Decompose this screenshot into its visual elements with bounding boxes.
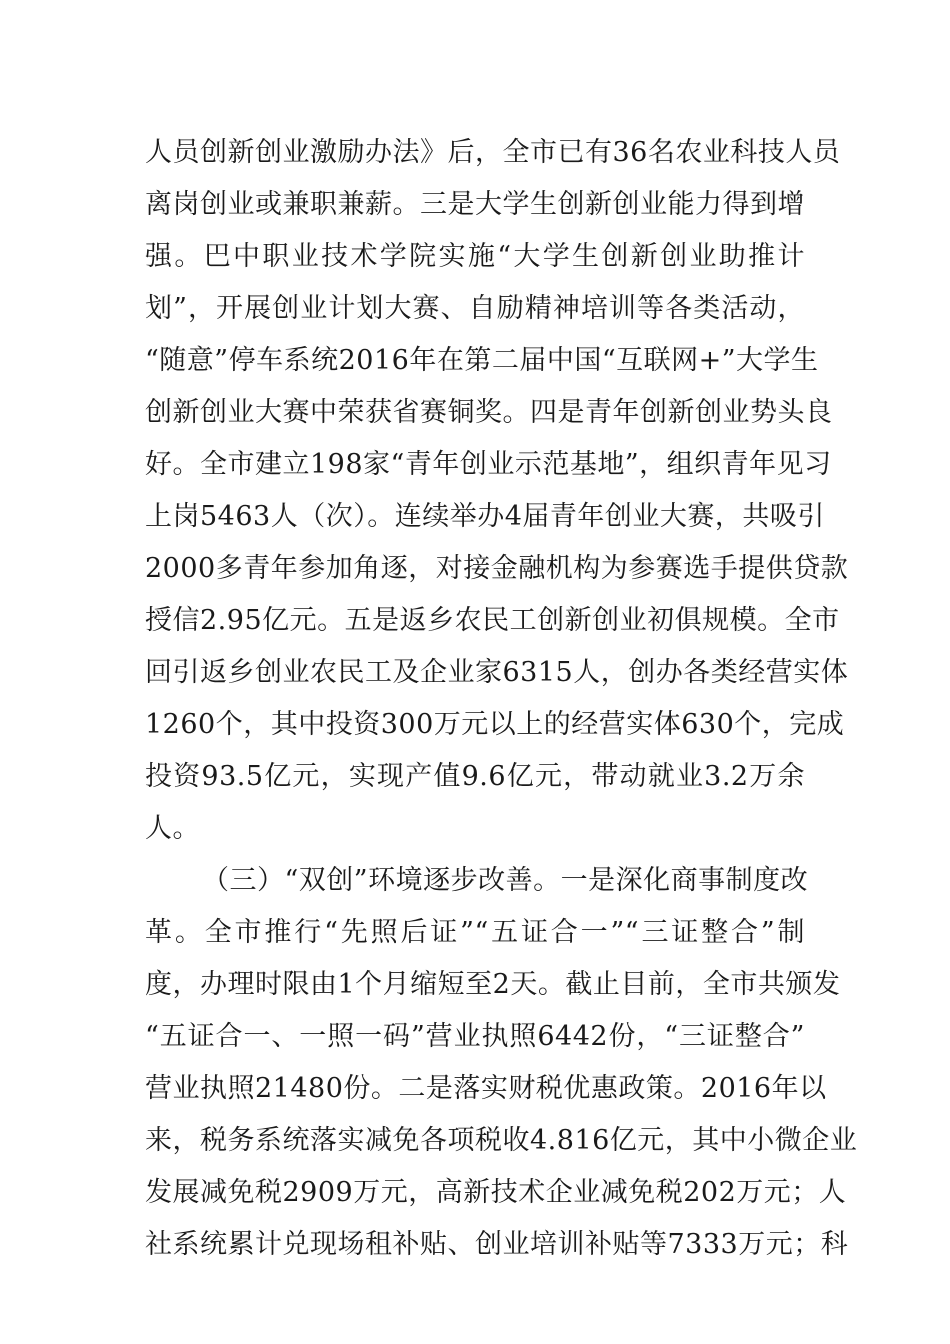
- body-text-line: 创新创业大赛中荣获省赛铜奖。四是青年创新创业势头良: [145, 397, 833, 428]
- body-text-line: 社系统累计兑现场租补贴、创业培训补贴等7333万元；科: [145, 1229, 849, 1260]
- body-text-line: 革。全市推行“先照后证”“五证合一”“三证整合”制: [145, 917, 805, 948]
- body-text-line: 划”，开展创业计划大赛、自励精神培训等各类活动，: [145, 293, 805, 324]
- body-text-line: 发展减免税2909万元，高新技术企业减免税202万元；人: [145, 1177, 847, 1208]
- body-text-line: 离岗创业或兼职兼薪。三是大学生创新创业能力得到增: [145, 189, 805, 220]
- body-text-line: “随意”停车系统2016年在第二届中国“互联网+”大学生: [145, 345, 819, 376]
- body-text-line: 好。全市建立198家“青年创业示范基地”，组织青年见习: [145, 449, 832, 480]
- body-text-line: 人员创新创业激励办法》后，全市已有36名农业科技人员: [145, 137, 841, 168]
- body-text-line: “五证合一、一照一码”营业执照6442份，“三证整合”: [145, 1021, 805, 1052]
- body-text-line: 上岗5463人（次）。连续举办4届青年创业大赛，共吸引: [145, 501, 825, 532]
- body-text-line: 1260个，其中投资300万元以上的经营实体630个，完成: [145, 709, 845, 740]
- body-text-line: 2000多青年参加角逐，对接金融机构为参赛选手提供贷款: [145, 553, 849, 584]
- body-text-line: 度，办理时限由1个月缩短至2天。截止目前，全市共颁发: [145, 969, 841, 1000]
- body-text-line: 人。: [145, 813, 200, 844]
- section-heading-line: （三）“双创”环境逐步改善。一是深化商事制度改: [202, 865, 809, 896]
- body-text-line: 回引返乡创业农民工及企业家6315人，创办各类经营实体: [145, 657, 849, 688]
- body-text-line: 授信2.95亿元。五是返乡农民工创新创业初俱规模。全市: [145, 605, 840, 636]
- body-text-line: 来，税务系统落实减免各项税收4.816亿元，其中小微企业: [145, 1125, 858, 1156]
- body-text-line: 投资93.5亿元，实现产值9.6亿元，带动就业3.2万余: [145, 761, 805, 792]
- body-text-line: 强。巴中职业技术学院实施“大学生创新创业助推计: [145, 241, 805, 272]
- body-text-line: 营业执照21480份。二是落实财税优惠政策。2016年以: [145, 1073, 827, 1104]
